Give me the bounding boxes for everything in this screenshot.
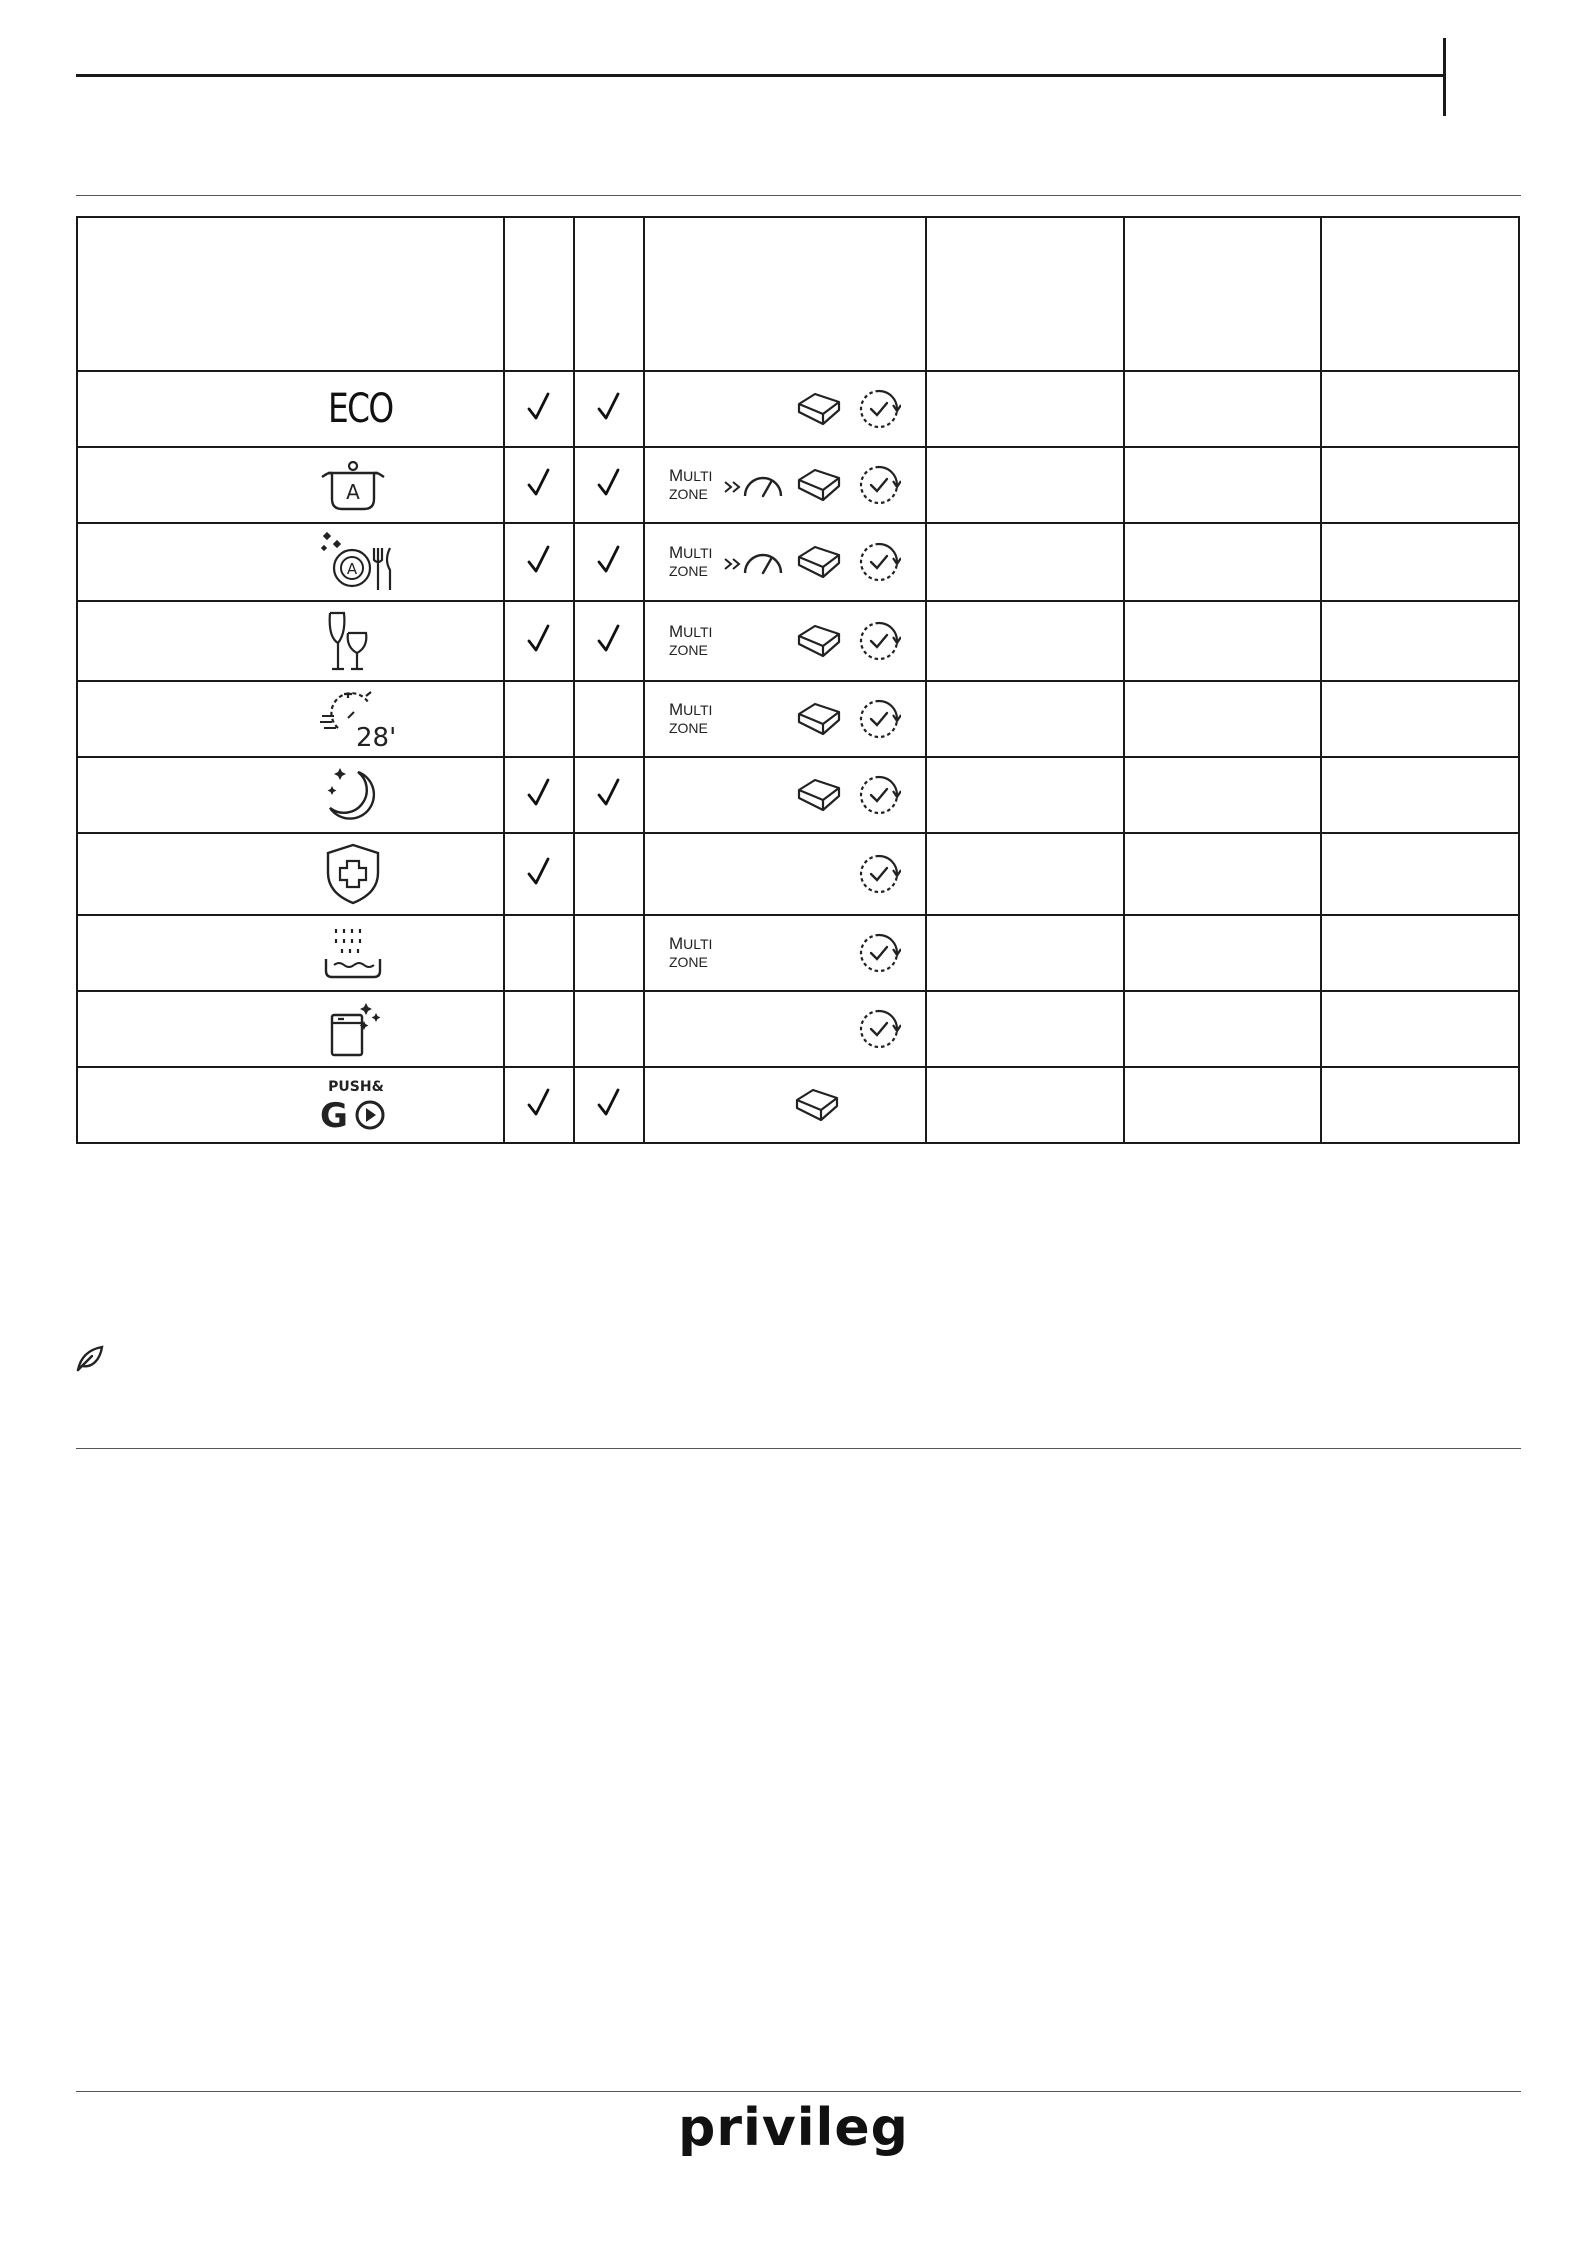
- col-b-cell: [574, 757, 644, 833]
- programme-cell: [77, 447, 504, 523]
- multizone-label: [669, 623, 712, 659]
- col-a-cell: [504, 447, 573, 523]
- col-f-cell: [1124, 523, 1322, 601]
- check-icon: [596, 778, 622, 808]
- footer-rule: [76, 2091, 1521, 2092]
- col-e-cell: [926, 757, 1124, 833]
- programme-cell: [77, 681, 504, 757]
- col-b-cell: [574, 523, 644, 601]
- col-g-cell: [1321, 833, 1519, 915]
- leaf-icon: [74, 1342, 106, 1374]
- header-programme: [77, 217, 504, 371]
- quick-28-label: 28': [356, 723, 397, 750]
- col-b-cell: [574, 991, 644, 1067]
- col-b-cell: [574, 833, 644, 915]
- check-icon: [526, 624, 552, 654]
- check-icon: [596, 1088, 622, 1118]
- multizone-label: [669, 544, 712, 580]
- speed-boost-icon: [723, 470, 787, 500]
- svg-text:A: A: [346, 480, 360, 504]
- section-rule-top: [76, 195, 1521, 196]
- header-col-b: [574, 217, 644, 371]
- eco-icon: ECO: [328, 386, 393, 432]
- col-f-cell: [1124, 991, 1322, 1067]
- multizone-ulti: ULTI: [683, 936, 713, 952]
- options-cell: [644, 1067, 926, 1143]
- prewash-icon: [318, 925, 388, 981]
- multizone-zone: ZONE: [668, 486, 708, 502]
- delay-timer-icon: [857, 463, 901, 507]
- hygiene-shield-icon: [318, 841, 388, 907]
- header-tick: [1443, 38, 1446, 116]
- options-cell: [644, 915, 926, 991]
- multizone-m: M: [668, 622, 684, 641]
- speed-boost-icon: [723, 547, 787, 577]
- programme-table: [76, 216, 1520, 1144]
- night-moon-icon: [318, 764, 388, 826]
- options-cell: [644, 523, 926, 601]
- col-g-cell: [1321, 991, 1519, 1067]
- col-g-cell: [1321, 371, 1519, 447]
- programme-cell: [77, 371, 504, 447]
- table-row: [77, 681, 1519, 757]
- auto-pot-icon: [318, 455, 388, 515]
- check-icon: [526, 545, 552, 575]
- detergent-tablet-icon: [795, 622, 843, 660]
- col-b-cell: [574, 1067, 644, 1143]
- delay-timer-icon: [857, 387, 901, 431]
- detergent-tablet-icon: [795, 543, 843, 581]
- table-row: [77, 601, 1519, 681]
- check-icon: [596, 392, 622, 422]
- col-g-cell: [1321, 601, 1519, 681]
- col-e-cell: [926, 371, 1124, 447]
- section-rule-middle: [76, 1448, 1521, 1449]
- programme-cell: [77, 757, 504, 833]
- table-header-row: [77, 217, 1519, 371]
- options-cell: [644, 601, 926, 681]
- delay-timer-icon: [857, 619, 901, 663]
- col-f-cell: [1124, 447, 1322, 523]
- col-e-cell: [926, 523, 1124, 601]
- multizone-zone: ZONE: [668, 642, 708, 658]
- multizone-ulti: ULTI: [683, 468, 713, 484]
- col-g-cell: [1321, 1067, 1519, 1143]
- self-clean-icon: [318, 999, 388, 1059]
- col-f-cell: [1124, 601, 1322, 681]
- col-e-cell: [926, 833, 1124, 915]
- programme-cell: [77, 1067, 504, 1143]
- col-b-cell: [574, 681, 644, 757]
- check-icon: [526, 1088, 552, 1118]
- col-b-cell: [574, 915, 644, 991]
- table-row: [77, 523, 1519, 601]
- multizone-label: [669, 935, 712, 971]
- table-row: [77, 833, 1519, 915]
- col-e-cell: [926, 1067, 1124, 1143]
- delay-timer-icon: [857, 773, 901, 817]
- multizone-zone: ZONE: [668, 720, 708, 736]
- header-col-e: [926, 217, 1124, 371]
- header-col-f: [1124, 217, 1322, 371]
- col-g-cell: [1321, 681, 1519, 757]
- check-icon: [526, 778, 552, 808]
- push-go-icon: [318, 1077, 394, 1133]
- delay-timer-icon: [857, 931, 901, 975]
- glass-icon: [318, 609, 378, 673]
- delay-timer-icon: [857, 852, 901, 896]
- programme-cell: [77, 523, 504, 601]
- programme-cell: [77, 991, 504, 1067]
- check-icon: [596, 545, 622, 575]
- table-row: [77, 915, 1519, 991]
- col-e-cell: [926, 915, 1124, 991]
- multizone-ulti: ULTI: [683, 624, 713, 640]
- multizone-m: M: [668, 543, 684, 562]
- col-g-cell: [1321, 523, 1519, 601]
- header-col-a: [504, 217, 573, 371]
- col-b-cell: [574, 371, 644, 447]
- col-e-cell: [926, 601, 1124, 681]
- check-icon: [526, 857, 552, 887]
- col-g-cell: [1321, 757, 1519, 833]
- col-a-cell: [504, 371, 573, 447]
- col-e-cell: [926, 681, 1124, 757]
- options-cell: [644, 681, 926, 757]
- table-row: [77, 447, 1519, 523]
- col-g-cell: [1321, 915, 1519, 991]
- col-f-cell: [1124, 371, 1322, 447]
- multizone-zone: ZONE: [668, 563, 708, 579]
- options-cell: [644, 447, 926, 523]
- delay-timer-icon: [857, 1007, 901, 1051]
- col-a-cell: [504, 833, 573, 915]
- col-a-cell: [504, 601, 573, 681]
- svg-text:A: A: [346, 560, 358, 578]
- col-a-cell: [504, 991, 573, 1067]
- programme-cell: [77, 915, 504, 991]
- col-a-cell: [504, 681, 573, 757]
- col-b-cell: [574, 447, 644, 523]
- col-e-cell: [926, 447, 1124, 523]
- col-f-cell: [1124, 833, 1322, 915]
- table-row: [77, 1067, 1519, 1143]
- multizone-m: M: [668, 466, 684, 485]
- quick-28-icon: [318, 688, 398, 750]
- options-cell: [644, 371, 926, 447]
- header-rule: [76, 74, 1446, 77]
- options-cell: [644, 833, 926, 915]
- detergent-tablet-icon: [795, 700, 843, 738]
- col-f-cell: [1124, 757, 1322, 833]
- col-e-cell: [926, 991, 1124, 1067]
- delay-timer-icon: [857, 697, 901, 741]
- col-g-cell: [1321, 447, 1519, 523]
- multizone-zone: ZONE: [668, 954, 708, 970]
- multizone-label: [669, 467, 712, 503]
- auto-sparkle-cutlery-icon: [318, 530, 398, 594]
- multizone-m: M: [668, 700, 684, 719]
- check-icon: [526, 392, 552, 422]
- options-cell: [644, 991, 926, 1067]
- multizone-ulti: ULTI: [683, 702, 713, 718]
- table-row: [77, 991, 1519, 1067]
- header-options: [644, 217, 926, 371]
- detergent-tablet-icon: [795, 466, 843, 504]
- check-icon: [596, 624, 622, 654]
- header-col-g: [1321, 217, 1519, 371]
- go-label-g: G: [320, 1096, 348, 1133]
- col-f-cell: [1124, 1067, 1322, 1143]
- multizone-label: [669, 701, 712, 737]
- table-row: [77, 371, 1519, 447]
- detergent-tablet-icon: [795, 776, 843, 814]
- check-icon: [596, 468, 622, 498]
- push-label: PUSH&: [328, 1079, 384, 1095]
- col-a-cell: [504, 757, 573, 833]
- detergent-tablet-icon: [793, 1086, 841, 1124]
- table-row: [77, 757, 1519, 833]
- programme-cell: [77, 833, 504, 915]
- multizone-ulti: ULTI: [683, 545, 713, 561]
- col-f-cell: [1124, 681, 1322, 757]
- programme-cell: [77, 601, 504, 681]
- check-icon: [526, 468, 552, 498]
- col-f-cell: [1124, 915, 1322, 991]
- col-a-cell: [504, 915, 573, 991]
- options-cell: [644, 757, 926, 833]
- multizone-m: M: [668, 934, 684, 953]
- brand-logo: privileg: [678, 2098, 909, 2158]
- col-a-cell: [504, 1067, 573, 1143]
- delay-timer-icon: [857, 540, 901, 584]
- col-a-cell: [504, 523, 573, 601]
- detergent-tablet-icon: [795, 390, 843, 428]
- col-b-cell: [574, 601, 644, 681]
